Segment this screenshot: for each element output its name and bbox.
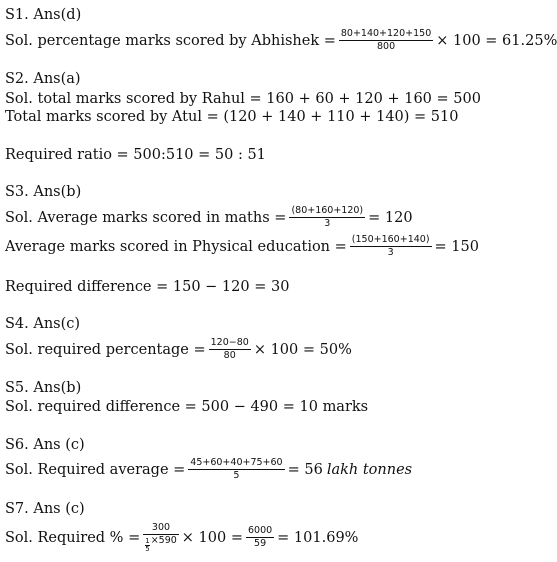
s7-denominator-rest: ×590 [150,535,177,546]
s6-solution-label: Sol. Required average = [5,461,186,478]
s3-pe-fraction [350,234,432,259]
s6-denominator: 5 [233,470,240,481]
s3-pe-label: Average marks scored in Physical education = [5,238,347,255]
s5-line1 [5,398,368,416]
s2-atul-total: Total marks scored by Atul = (120 + 140 + 110 + 140) = 510 [5,109,459,125]
s1-answer [5,6,81,24]
s4-solution-label: Sol. required percentage = [5,341,206,358]
s4-denominator: 80 [223,350,236,361]
s7-answer-text: S7. Ans (c) [5,501,85,517]
s3-maths-fraction [289,205,365,230]
s2-rahul-total: Sol. total marks scored by Rahul = 160 + 60 + 120 + 160 = 500 [5,91,481,107]
s1-denominator: 800 [376,41,396,52]
s4-answer-text: S4. Ans(c) [5,316,81,332]
s2-line3 [5,146,266,164]
s5-answer [5,379,81,397]
s2-line2 [5,108,459,126]
s2-line1 [5,90,481,108]
s3-maths-result: = 120 [368,209,413,226]
s3-answer-text: S3. Ans(b) [5,184,82,200]
s7-small-numerator: 1 [145,537,150,545]
s2-answer-text: S2. Ans(a) [5,71,81,87]
s4-result: × 100 = 50% [253,341,352,358]
s1-fraction [339,28,433,53]
s3-pe-denominator: 3 [387,247,394,258]
s7-small-fraction [145,538,149,553]
s2-ratio: Required ratio = 500:510 = 50 : 51 [5,147,266,163]
s1-answer-text: S1. Ans(d) [5,7,82,23]
s4-solution [5,337,352,362]
s6-unit: lakh tonnes [326,461,413,478]
s3-maths-denominator: 3 [324,218,331,229]
s1-result: × 100 = 61.25% [436,32,557,49]
s7-numerator-2: 6000 [247,525,273,536]
s5-answer-text: S5. Ans(b) [5,380,82,396]
s3-line1 [5,205,413,230]
s1-solution-label: Sol. percentage marks scored by Abhishek = [5,32,336,49]
s7-small-denominator: 5 [145,545,150,553]
s7-answer [5,500,85,518]
s4-fraction [209,337,251,362]
s7-multiply: × 100 = [181,529,243,546]
s6-solution [5,457,412,482]
s7-denominator-2: 59 [254,538,267,549]
s3-pe-result: = 150 [434,238,479,255]
s1-solution [5,28,557,53]
s3-line3 [5,278,289,296]
s7-fraction [143,522,179,553]
s2-answer [5,70,81,88]
s7-solution [5,522,358,553]
s4-numerator: 120−80 [210,337,249,348]
s4-answer [5,315,80,333]
s3-maths-numerator: (80+160+120) [291,205,364,216]
s7-fraction-2 [246,525,274,550]
s3-difference: Required difference = 150 − 120 = 30 [5,279,290,295]
s3-maths-label: Sol. Average marks scored in maths = [5,209,287,226]
s6-fraction [188,457,284,482]
s3-pe-numerator: (150+160+140) [351,234,430,245]
s6-answer-text: S6. Ans (c) [5,437,85,453]
s6-result: = 56 [287,461,323,478]
s7-result: = 101.69% [277,529,359,546]
s5-difference: Sol. required difference = 500 − 490 = 10 marks [5,399,369,415]
s3-answer [5,183,81,201]
s1-numerator: 80+140+120+150 [340,28,432,39]
s7-numerator: 300 [151,522,171,533]
s6-numerator: 45+60+40+75+60 [190,457,283,468]
s7-solution-label: Sol. Required % = [5,529,141,546]
s7-denominator [143,535,179,553]
s3-line2 [5,234,479,259]
s6-answer [5,436,85,454]
